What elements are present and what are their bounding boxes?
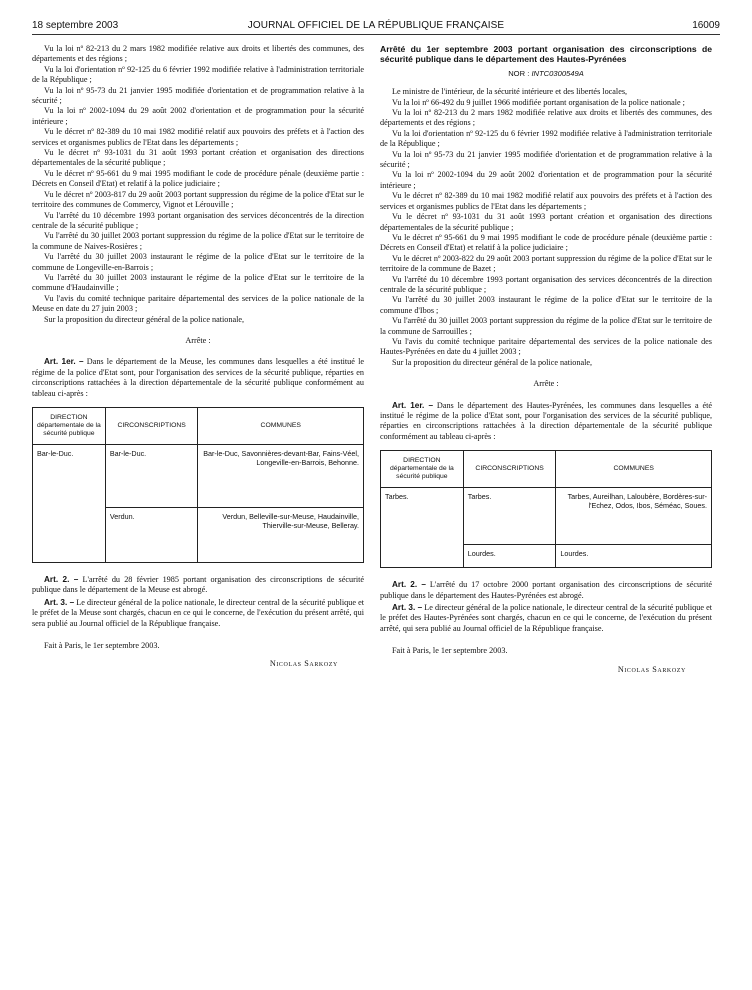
left-column <box>32 44 364 670</box>
vu-paragraph: Vu l'arrêté du 30 juillet 2003 instaurant le régime de la police d'Etat sur le territoire de la commune d'Ibos ; <box>380 295 712 315</box>
table-cell-communes: Lourdes. <box>556 545 712 568</box>
table-cell-circ: Tarbes. <box>463 488 556 545</box>
table-cell-circ: Verdun. <box>105 508 198 563</box>
vu-paragraph: Vu la loi nº 2002-1094 du 29 août 2002 d'orientation et de programmation pour la sécurité intérieure ; <box>380 170 712 190</box>
left-article-1-label: Art. 1er. – <box>44 357 84 367</box>
vu-paragraph: Vu la loi nº 66-492 du 9 juillet 1966 modifiée portant organisation de la police nationale ; <box>392 97 685 107</box>
vu-paragraph: Vu la loi nº 82-213 du 2 mars 1982 modifiée relative aux droits et libertés des communes, des départements et des régions ; <box>32 44 364 64</box>
vu-paragraph: Vu l'arrêté du 30 juillet 2003 portant suppression du régime de la police d'Etat sur le territoire de la commune de Sarrouilles ; <box>380 316 712 336</box>
left-article-2-text: L'arrêté du 28 février 1985 portant organisation des circonscriptions de sécurité publique dans le département de la Meuse est abrogé. <box>32 575 365 595</box>
right-nor-code: INTC0300549A <box>531 68 584 78</box>
table-cell-communes: Bar-le-Duc, Savonnières-devant-Bar, Fains-Véel, Longeville-en-Barrois, Behonne. <box>198 445 364 508</box>
right-article-2-text: L'arrêté du 17 octobre 2000 portant organisation des circonscriptions de sécurité publique dans le département des Hautes-Pyrénées est abrogé. <box>380 580 712 600</box>
vu-paragraph: Vu la loi nº 95-73 du 21 janvier 1995 modifiée d'orientation et de programmation relative à la sécurité ; <box>380 149 712 170</box>
left-article-2 <box>32 575 364 596</box>
table-header-communes: COMMUNES <box>198 408 364 445</box>
page-header <box>0 20 752 34</box>
header-date: 18 septembre 2003 <box>32 20 119 31</box>
left-arrete: Arrête : <box>185 335 211 345</box>
right-article-3 <box>380 603 712 634</box>
right-vu-list <box>380 87 712 368</box>
vu-paragraph: Vu la loi d'orientation nº 92-125 du 6 février 1992 modifiée relative à l'administration territoriale de la République ; <box>380 128 712 149</box>
left-article-1-text: Dans le département de la Meuse, les communes dans lesquelles a été institué le régime de la police d'Etat sont, pour l'organisation des services de la sécurité publique, réparties en circonscriptions rattachées à la direction départementale de la sécurité publique conformément au tableau ci-après : <box>32 357 364 398</box>
vu-paragraph: Vu l'arrêté du 30 juillet 2003 instaurant le régime de la police d'Etat sur le territoire de la commune d'Haudainville ; <box>32 272 364 293</box>
vu-paragraph: Vu la loi nº 2002-1094 du 29 août 2002 d'orientation et de programmation pour la sécurité intérieure ; <box>32 106 364 126</box>
right-arrete: Arrête : <box>533 379 559 389</box>
right-article-1-label: Art. 1er. – <box>392 400 434 410</box>
right-article-2 <box>380 580 712 601</box>
header-title: JOURNAL OFFICIEL DE LA RÉPUBLIQUE FRANÇAISE <box>247 20 505 31</box>
right-article-3-text: Le directeur général de la police nationale, le directeur central de la sécurité publique et le préfet des Hautes-Pyrénées sont chargés, chacun en ce qui le concerne, de l'exécution du présent arrêté, qui sera publié au Journal officiel de la République française. <box>380 603 712 633</box>
table-header-communes: COMMUNES <box>556 451 712 488</box>
vu-paragraph: Vu la loi nº 82-213 du 2 mars 1982 modifiée relative aux droits et libertés des communes, des départements et des régions ; <box>380 108 712 128</box>
table-cell-direction: Bar-le-Duc. <box>33 445 106 563</box>
right-nor <box>380 69 712 79</box>
table-header-direction: DIRECTION départementale de la sécurité publique <box>33 408 106 445</box>
table-cell-direction: Tarbes. <box>381 488 464 568</box>
vu-paragraph: Vu le décret nº 93-1031 du 31 août 1993 portant création et organisation des directions départementales de la sécurité publique ; <box>32 148 364 168</box>
table-cell-circ: Lourdes. <box>463 545 556 568</box>
vu-paragraph: Vu le décret nº 2003-822 du 29 août 2003 portant suppression du régime de la police d'Etat sur le territoire de la commune de Bazet ; <box>380 253 712 274</box>
vu-paragraph: Vu le décret nº 2003-817 du 29 août 2003 portant suppression du régime de la police d'Etat sur le territoire des communes de Commercy, Vignot et Lérouville ; <box>32 189 364 210</box>
table-cell-circ: Bar-le-Duc. <box>105 445 198 508</box>
header-rule <box>32 34 720 35</box>
table-header-circonscriptions: CIRCONSCRIPTIONS <box>463 451 556 488</box>
vu-paragraph: Vu l'arrêté du 30 juillet 2003 instaurant le régime de la police d'Etat sur le territoire de la commune de Longeville-en-Barrois ; <box>32 252 364 272</box>
table-header-row <box>381 451 712 488</box>
right-title: Arrêté du 1er septembre 2003 portant organisation des circonscriptions de sécurité publique dans le département des Hautes-Pyrénées <box>380 44 712 65</box>
right-fait: Fait à Paris, le 1er septembre 2003. <box>392 646 508 656</box>
left-vu-list <box>32 44 364 325</box>
right-nor-label: NOR : <box>508 68 530 78</box>
vu-paragraph: Le ministre de l'intérieur, de la sécurité intérieure et des libertés locales, <box>392 87 628 97</box>
vu-paragraph: Vu l'arrêté du 10 décembre 1993 portant organisation des services déconcentrés de la direction centrale de la sécurité publique ; <box>32 210 364 230</box>
right-article-1 <box>380 401 712 443</box>
left-table <box>32 407 364 563</box>
header-page-number: 16009 <box>692 20 720 31</box>
table-row <box>33 445 364 508</box>
table-cell-communes: Verdun, Belleville-sur-Meuse, Haudainville, Thierville-sur-Meuse, Belleray. <box>198 508 364 563</box>
left-article-3-text: Le directeur général de la police nationale, le directeur central de la sécurité publique et le préfet de la Meuse sont chargés, chacun en ce qui le concerne, de l'exécution du présent arrêté, qui sera publié au Journal officiel de la République française. <box>32 597 364 628</box>
right-article-3-label: Art. 3. – <box>392 603 423 613</box>
left-article-1 <box>32 357 364 399</box>
left-article-2-label: Art. 2. – <box>44 575 79 584</box>
right-article-1-text: Dans le département des Hautes-Pyrénées, les communes dans lesquelles a été institué le régime de la police d'Etat sont, pour l'organisation des services de la sécurité publique, réparties en circonscriptions rattachées à la direction départementale de la sécurité publique conformément au tableau ci-après : <box>380 400 713 441</box>
table-header-circonscriptions: CIRCONSCRIPTIONS <box>105 408 198 445</box>
right-column <box>380 44 712 675</box>
vu-paragraph: Vu le décret nº 93-1031 du 31 août 1993 portant création et organisation des directions départementales de la sécurité publique ; <box>380 212 712 232</box>
table-row <box>381 488 712 545</box>
right-article-2-label: Art. 2. – <box>392 580 426 590</box>
vu-paragraph: Vu l'arrêté du 10 décembre 1993 portant organisation des services déconcentrés de la direction centrale de la sécurité publique ; <box>380 274 712 294</box>
right-table <box>380 450 712 568</box>
vu-paragraph: Vu le décret nº 95-661 du 9 mai 1995 modifiant le code de procédure pénale (deuxième partie : Décrets en Conseil d'Etat) et relatif à la police judiciaire ; <box>32 168 364 189</box>
left-signature: Nicolas Sarkozy <box>269 659 338 669</box>
vu-paragraph: Vu la loi d'orientation nº 92-125 du 6 février 1992 modifiée relative à l'administration territoriale de la République ; <box>32 64 364 85</box>
vu-paragraph: Sur la proposition du directeur général de la police nationale, <box>392 357 593 367</box>
table-header-row <box>33 408 364 445</box>
vu-paragraph: Vu l'arrêté du 30 juillet 2003 portant suppression du régime de la police d'Etat sur le territoire de la commune de Naives-Rosières ; <box>32 231 364 251</box>
vu-paragraph: Vu l'avis du comité technique paritaire départemental des services de la police nationale des Hautes-Pyrénées en date du 4 juillet 2003 ; <box>380 336 712 357</box>
vu-paragraph: Vu l'avis du comité technique paritaire départemental des services de la police nationale de la Meuse en date du 27 juin 2003 ; <box>32 293 364 314</box>
left-article-3-label: Art. 3. – <box>44 597 75 607</box>
vu-paragraph: Sur la proposition du directeur général de la police nationale, <box>44 314 245 324</box>
table-header-direction: DIRECTION départementale de la sécurité publique <box>381 451 464 488</box>
left-article-3 <box>32 598 364 629</box>
left-fait: Fait à Paris, le 1er septembre 2003. <box>44 641 160 651</box>
vu-paragraph: Vu le décret nº 82-389 du 10 mai 1982 modifié relatif aux pouvoirs des préfets et à l'action des services et organismes publics de l'Etat dans les départements ; <box>32 127 364 147</box>
right-signature: Nicolas Sarkozy <box>617 664 686 674</box>
table-cell-communes: Tarbes, Aureilhan, Laloubère, Bordères-sur-l'Echez, Odos, Ibos, Séméac, Soues. <box>556 488 712 545</box>
vu-paragraph: Vu la loi nº 95-73 du 21 janvier 1995 modifiée d'orientation et de programmation relative à la sécurité ; <box>32 85 364 106</box>
vu-paragraph: Vu le décret nº 95-661 du 9 mai 1995 modifiant le code de procédure pénale (deuxième partie : Décrets en Conseil d'Etat) et relatif à la police judiciaire ; <box>380 232 712 253</box>
vu-paragraph: Vu le décret nº 82-389 du 10 mai 1982 modifié relatif aux pouvoirs des préfets et à l'action des services et organismes publics de l'Etat dans les départements ; <box>380 191 712 211</box>
